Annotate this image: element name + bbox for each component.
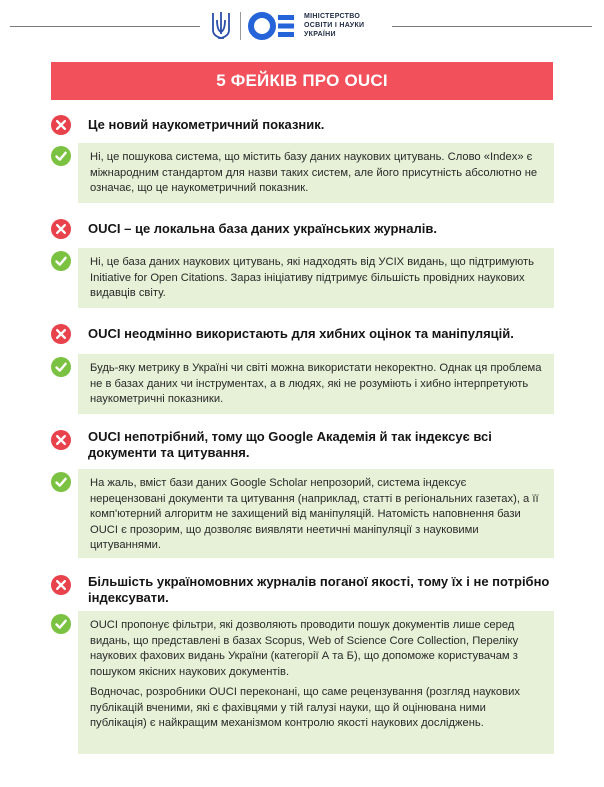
ministry-line-2: ОСВІТИ І НАУКИ: [304, 22, 365, 29]
ministry-name: [304, 12, 384, 39]
cross-icon: [51, 324, 71, 344]
trident-icon: [210, 10, 232, 42]
fake-statement-1: Це новий наукометричний показник.: [88, 117, 325, 132]
check-icon: [51, 357, 71, 377]
fact-text-3: Будь-яку метрику в Україні чи світі можна використати некоректно. Однак ця проблема не в базах даних чи інструментах, а в людях, які не розуміють і хибно інтерпретують наукометричні показники.: [90, 362, 542, 405]
fact-text-5a: OUCI пропонує фільтри, які дозволяють проводити пошук документів лише серед видань, що представлені в базах Scopus, Web of Science Core Collection, Переліку наукових фахових видань України (категорії А та Б), що допоможе користувачам з пошуком якісних наукових документів.: [90, 619, 519, 678]
cross-icon: [51, 430, 71, 450]
check-icon: [51, 251, 71, 271]
title-banner: [51, 62, 553, 100]
fake-statement-5: Більшість україномовних журналів поганої якості, тому їх і не потрібно індексувати.: [88, 574, 550, 605]
fact-box-1: [78, 143, 554, 203]
ministry-line-1: МІНІСТЕРСТВО: [304, 13, 361, 20]
cross-icon: [51, 115, 71, 135]
cross-icon: [51, 575, 71, 595]
fake-statement-2: OUCI – це локальна база даних українських журналів.: [88, 221, 437, 236]
fact-box-2: [78, 248, 554, 308]
check-icon: [51, 146, 71, 166]
ministry-line-3: УКРАЇНИ: [304, 31, 336, 38]
fact-text-2: Ні, це база даних наукових цитувань, які надходять від УСІХ видань, що підтримують Initiative for Open Citations. Зараз ініціативу підтримує більшість провідних наукових видавців світу.: [90, 256, 534, 299]
fake-statement-3: OUCI неодмінно використають для хибних оцінок та маніпуляцій.: [88, 326, 514, 341]
cross-icon: [51, 219, 71, 239]
mon-logo-icon: [248, 11, 298, 41]
fact-text-4: На жаль, вміст бази даних Google Scholar непрозорий, система індексує нерецензовані документи та цитування (наприклад, статті в регіональних газетах), а її комп'ютерний алгоритм не захищений від маніпуляцій. Натомість наповнення бази OUCI є прозорим, що дозволяє виявляти неетичні маніпуляції з науковими цитуваннями.: [90, 477, 539, 551]
check-icon: [51, 472, 71, 492]
header-divider-right: [392, 26, 592, 27]
fact-text-1: Ні, це пошукова система, що містить базу даних наукових цитувань. Слово «Index» є міжнародним стандартом для назви таких систем, але його присутність абсолютно не означає, що це наукометричний показник.: [90, 151, 538, 194]
check-icon: [51, 614, 71, 634]
header-separator: [240, 12, 241, 40]
fact-box-4: [78, 469, 554, 558]
fact-box-3: [78, 354, 554, 414]
header: [0, 0, 604, 52]
header-divider-left: [10, 26, 200, 27]
fact-text-5b: Водночас, розробники OUCI переконані, що саме рецензування (розгляд наукових публікацій вченими, які є фахівцями у тій галузі науки, що й оцінювана ними публікація) є найкращим механізмом контролю якості наукових досліджень.: [90, 686, 520, 729]
fake-statement-4: OUCI непотрібний, тому що Google Академія й так індексує всі документи та цитування.: [88, 429, 492, 460]
page-title: 5 ФЕЙКІВ ПРО OUCI: [216, 71, 388, 90]
fact-box-5: [78, 611, 554, 754]
